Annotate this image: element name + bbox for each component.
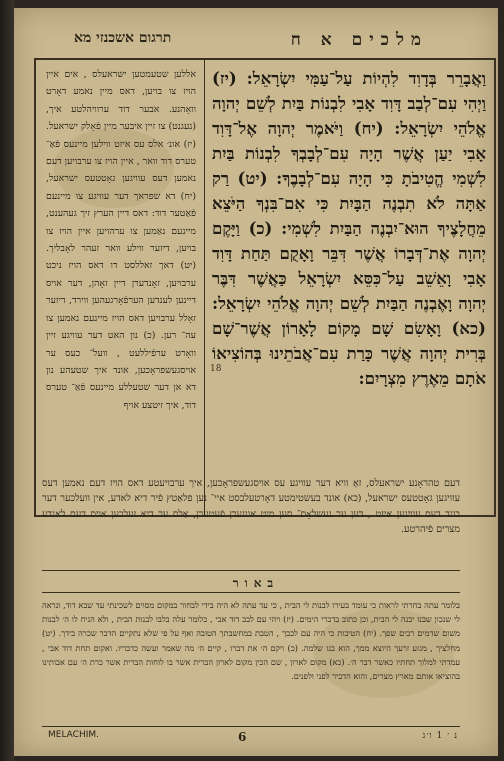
book-gutter xyxy=(0,0,14,761)
verse-marker: 18 xyxy=(210,364,222,374)
scripture-column: וַאֲבָרֵר בְּדָוִד לִהְיוֹת עַל־עַמִּי יִשְׂרָאֵל: (יז) וַיְהִי עִם־לְבַב דָּוִד אָבִי לִבְנוֹת בַּיִת לְשֵׁם יְהוָה אֱלֹהֵי יִשְׂרָאֵל: (יח) וַיֹּאמֶר יְהוָה אֶל־דָּוִד אָבִי יַעַן אֲשֶׁר הָיָה עִם־לְבָבְךָ לִבְנוֹת בַּיִת לִשְׁמִי הֱטִיבֹתָ כִּי הָיָה עִם־לְבָבֶךָ: (יט) רַק אַתָּה לֹא תִבְנֶה הַבָּיִת כִּי אִם־בִּנְךָ הַיֹּצֵא מֵחֲלָצֶיךָ הוּא־יִבְנֶה הַבַּיִת לִשְׁמִי: (כ) וַיָּקֶם יְהוָה אֶת־דְּבָרוֹ אֲשֶׁר דִּבֵּר וָאָקֻם תַּחַת דָּוִד אָבִי וָאֵשֵׁב עַל־כִּסֵּא יִשְׂרָאֵל כַּאֲשֶׁר דִּבֶּר יְהוָה וָאֶבְנֶה הַבַּיִת לְשֵׁם יְהוָה אֱלֹהֵי יִשְׂרָאֵל: (כא) וָאָשִׂם שָׁם מָקוֹם לָאָרוֹן אֲשֶׁר־שָׁם בְּרִית יְהוָה אֲשֶׁר כָּרַת עִם־אֲבֹתֵינוּ בְּהוֹצִיאוֹ אֹתָם מֵאֶרֶץ מִצְרָיִם: xyxy=(212,68,486,388)
translation-column: אללען שטעמטען ישראעלס , אים איין הויז צו בויען, דאס מיין נאמע דאָרט וואָהנע. אבער דוד ערוויהלטע איך, (נעגנט) צו זיין איבער מיין פֿאָלק ישראעל. (יז) אונ׳ אלס עס איזט ווילען מיינעס פֿאַ־ טערס דוד וואר , איין הויז צו ערבויען דעם נאמען דעס עוויגען גאָטטעס ישראעל, (יח) דא שפראך דער עוויגע צו מיינעם פֿאַטער דוד: דאס דיין הערץ זיך געהענט, מיינעם נאַמען צו ערהויען איין הויז צו בויען, דיזער ווילע וואר זעהר לאָבליך. (יט) דאך זאללסט דו דאס הויז ניכט ערבויען, זאָנדערן דיין זאָהן, דער אויס דיינען לענדען הערפֿאָרגעהען ווירד, דיזער זאָלל ערבויען דאס הויז מיינעם נאמען צו עה־ רען. (כ) נון האט דער עוויגע זיין וואָרט ערפֿיללעט , וועל־ כעס ער אויסגעשפראָכען, אונד איך שטעהע נון דא אן דער שטעללע מיינעס פֿאַ־ טערס דוד, איך זיטצע אויף xyxy=(46,69,196,411)
running-head-translation: תרגום אשכנזי מא xyxy=(74,30,172,46)
section-divider-bottom xyxy=(42,592,460,593)
footer-signature: 6 xyxy=(238,730,247,744)
column-divider xyxy=(204,60,205,515)
footer-catchword: נ ׳ 1 ו׳נ xyxy=(422,731,458,741)
book-page xyxy=(14,8,498,756)
footer-rule xyxy=(42,726,460,727)
translation-continuation: דעם טהראָנע ישראעלס, זאָ וויא דער עוויגע עס אויסגעשפראָכען, איך ערבויעטע דאס הויז דעם נאמען דעס עוויגען גאָטטעס ישראעל, (כא) אונד בעשטימטע דאָרטעלבסט איי־ נען פלאַטץ פֿיר דיא לאדע, אין וועלכער דער בונד דעס עוויגען איזט , דען ער געשלאָס־ סען מיט אונזערן פֿעטערן, אַלס ער דיא זעלבען אויס דעם לאנדע מצרים פֿיהרטע. xyxy=(42,478,460,536)
commentary-title: באור xyxy=(232,576,280,590)
page-header xyxy=(54,30,468,60)
running-head-book: מלכים א ח xyxy=(290,30,428,50)
main-text-frame xyxy=(34,58,496,517)
page-footer xyxy=(48,730,458,748)
commentary-text: בלומר עתה בחרתי לראות כי עומד בעירו לבנות לי הבית , כי עד עתה לא היה בידי לבחור במקום מסוים לשכינתי עד שבא דוד, ונראה לי שנכון שבנו יבנה לי הבית, וכן כתוב בדברי הימים. (יז) ויהי עם לבב דוד אבי , כלומר עלה בלבו לבנות הבית , ולא הניח לו ה׳ לבנות משום שדמים רבים שפך. (יח) הטיבות כי היה עם לבבך , הטבת במחשבתך הטובה ואף על פי שלא נתקיים הדבר שכרה בידך. (יט) מחלציך , מגזע זרעך היוצא ממך, הוא בנו שלמה. (כ) ויקם ה׳ את דברו , קיים ה׳ מה שאמר ועשה כדבריו. ואקום תחת דוד אבי , עמדתי למלוך תחתיו כאשר דבר ה׳. (כא) מקום לארון , שם הכין מקום לארון הברית אשר בו לוחות הברית אשר כרת ה׳ עם אבותינו בהוציאו אותם מארץ מצרים, והוא הדביר לפני ולפנים. xyxy=(42,600,460,682)
footer-book-name: MELACHIM. xyxy=(48,730,100,740)
section-divider-top xyxy=(42,570,460,571)
